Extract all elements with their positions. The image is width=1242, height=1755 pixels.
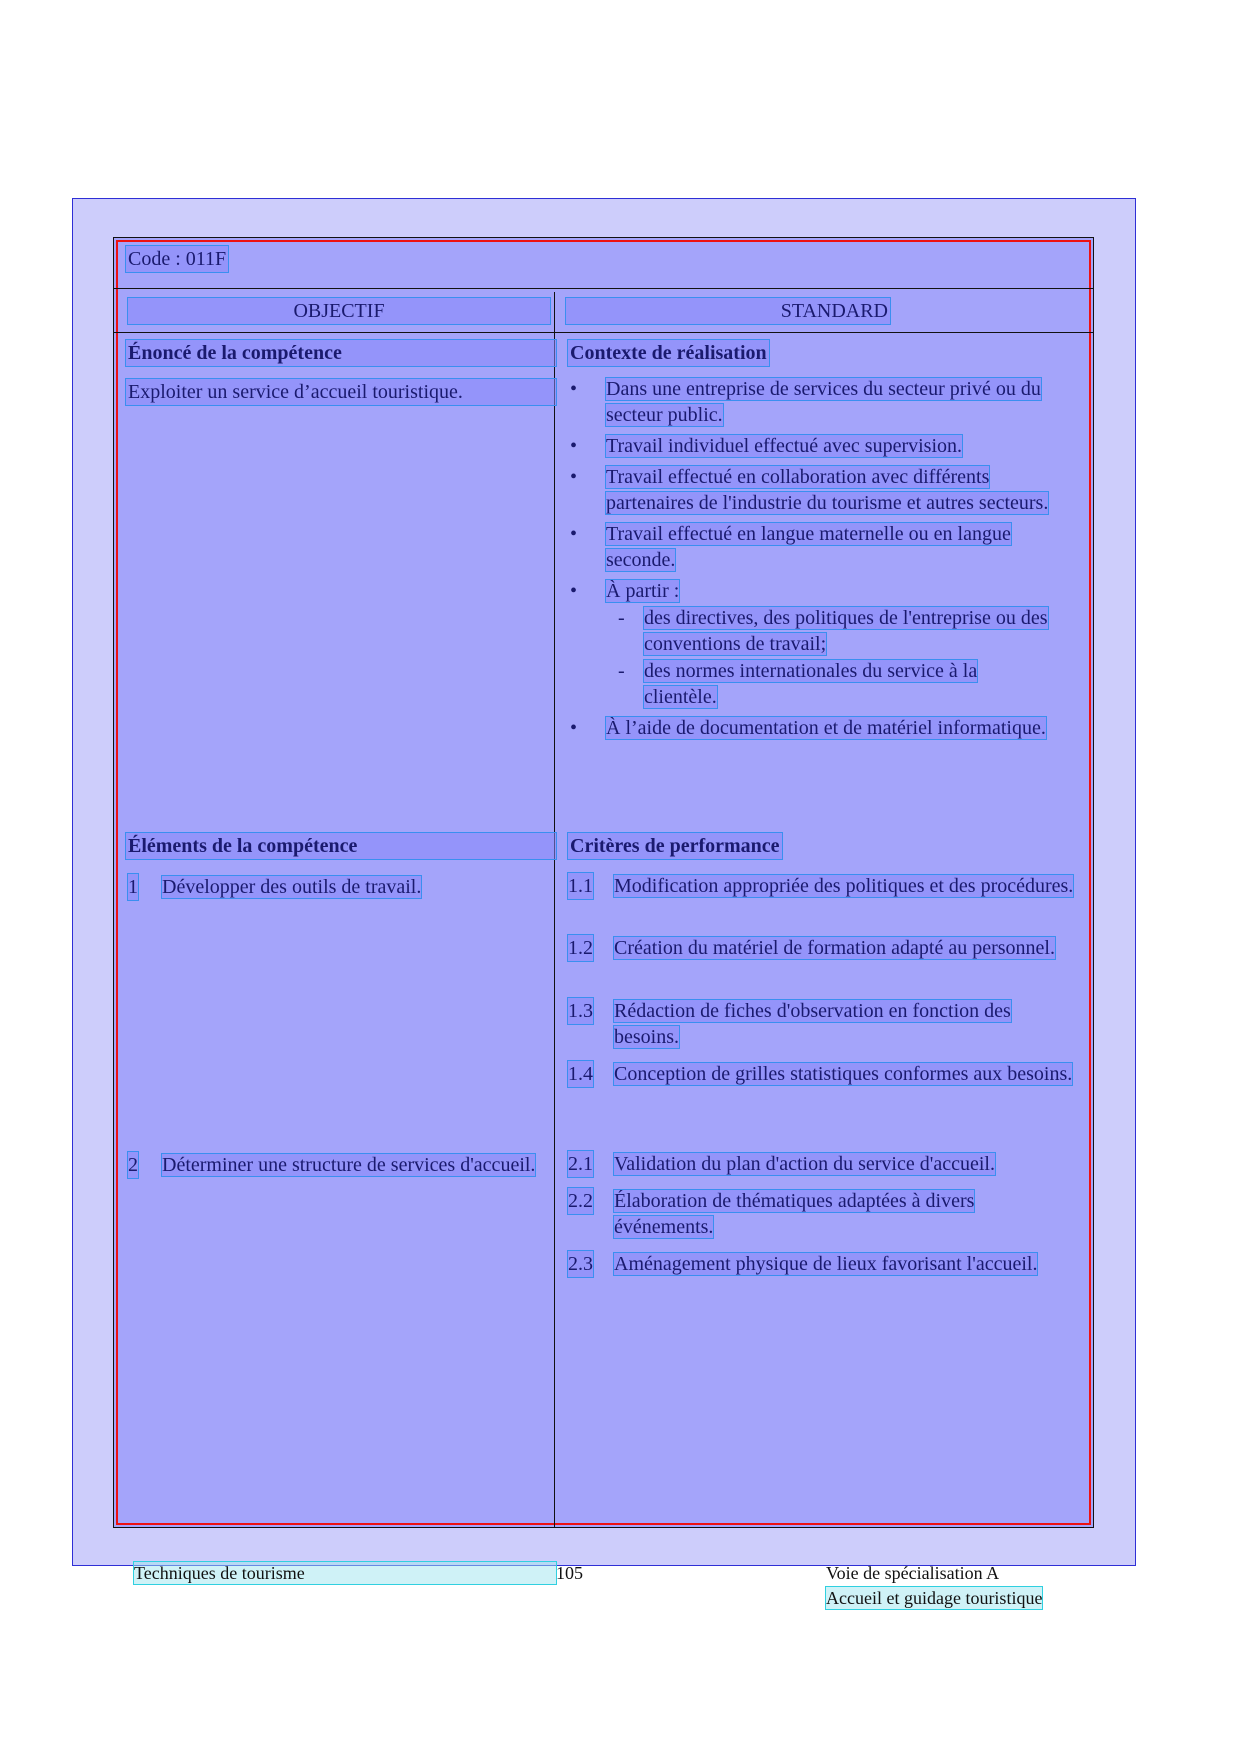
- criterion-text: Élaboration de thématiques adaptées à divers événements.: [614, 1190, 975, 1238]
- list-item: • À l’aide de documentation et de matériel informatique.: [570, 715, 1050, 741]
- footer-track-name: Accueil et guidage touristique: [826, 1588, 1043, 1608]
- criterion-text: Aménagement physique de lieux favorisant l'accueil.: [614, 1253, 1038, 1275]
- footer-track: Voie de spécialisation A: [826, 1563, 1000, 1583]
- competence-heading: Énoncé de la compétence: [126, 340, 556, 366]
- column-divider: [554, 292, 555, 1528]
- criterion-number: 2.2: [568, 1190, 593, 1212]
- criterion-text: Conception de grilles statistiques conformes aux besoins.: [614, 1063, 1073, 1085]
- criterion-text: Création du matériel de formation adapté au personnel.: [614, 937, 1055, 959]
- criterion-number: 1.3: [568, 1000, 593, 1022]
- element-number: 2: [128, 1154, 138, 1176]
- criterion-text: Modification appropriée des politiques et des procédures.: [614, 875, 1074, 897]
- criterion-item: [568, 1151, 1078, 1177]
- element-text: Développer des outils de travail.: [162, 876, 422, 898]
- criterion-text: Validation du plan d'action du service d'accueil.: [614, 1153, 995, 1175]
- criterion-text: Rédaction de fiches d'observation en fonction des besoins.: [614, 1000, 1011, 1048]
- criteria-heading: Critères de performance: [570, 835, 780, 857]
- column-header-standard: STANDARD: [566, 298, 890, 324]
- criterion-item: [568, 873, 1078, 899]
- criterion-item: [568, 1251, 1078, 1277]
- criterion-item: [568, 1061, 1078, 1087]
- criterion-item: [568, 998, 1078, 1050]
- element-text: Déterminer une structure de services d'accueil.: [162, 1154, 536, 1176]
- criterion-number: 1.2: [568, 937, 593, 959]
- criterion-number: 1.4: [568, 1063, 593, 1085]
- elements-heading: Éléments de la compétence: [126, 833, 556, 859]
- element-item: [128, 874, 538, 900]
- context-list: [570, 376, 1050, 746]
- criterion-item: [568, 935, 1078, 961]
- header-divider: [113, 288, 1094, 289]
- criterion-number: 2.1: [568, 1153, 593, 1175]
- criterion-number: 2.3: [568, 1253, 593, 1275]
- footer-program: Techniques de tourisme: [134, 1562, 556, 1584]
- sub-list-item: - des directives, des politiques de l'entreprise ou des conventions de travail;: [606, 605, 1050, 657]
- list-item: • Travail effectué en collaboration avec différents partenaires de l'industrie du tourisme et autres secteurs.: [570, 464, 1050, 516]
- criterion-item: [568, 1188, 1078, 1240]
- element-number: 1: [128, 876, 138, 898]
- footer-page-number: 105: [556, 1563, 583, 1583]
- element-item: [128, 1152, 538, 1178]
- column-header-objectif: OBJECTIF: [128, 298, 550, 324]
- list-item: • À partir : - des directives, des politiques de l'entreprise ou des conventions de travail; - des normes internationales du service à la clientèle.: [570, 578, 1050, 710]
- criterion-number: 1.1: [568, 875, 593, 897]
- column-header-divider: [113, 332, 1094, 333]
- list-item: • Travail individuel effectué avec supervision.: [570, 433, 1050, 459]
- list-item: • Travail effectué en langue maternelle ou en langue seconde.: [570, 521, 1050, 573]
- competence-statement: Exploiter un service d’accueil touristique.: [126, 379, 556, 405]
- list-item: • Dans une entreprise de services du secteur privé ou du secteur public.: [570, 376, 1050, 428]
- sub-list-item: - des normes internationales du service à la clientèle.: [606, 658, 1050, 710]
- context-sub-list: [606, 605, 1050, 710]
- context-heading: Contexte de réalisation: [570, 342, 767, 364]
- code-label: Code : 011F: [128, 248, 227, 270]
